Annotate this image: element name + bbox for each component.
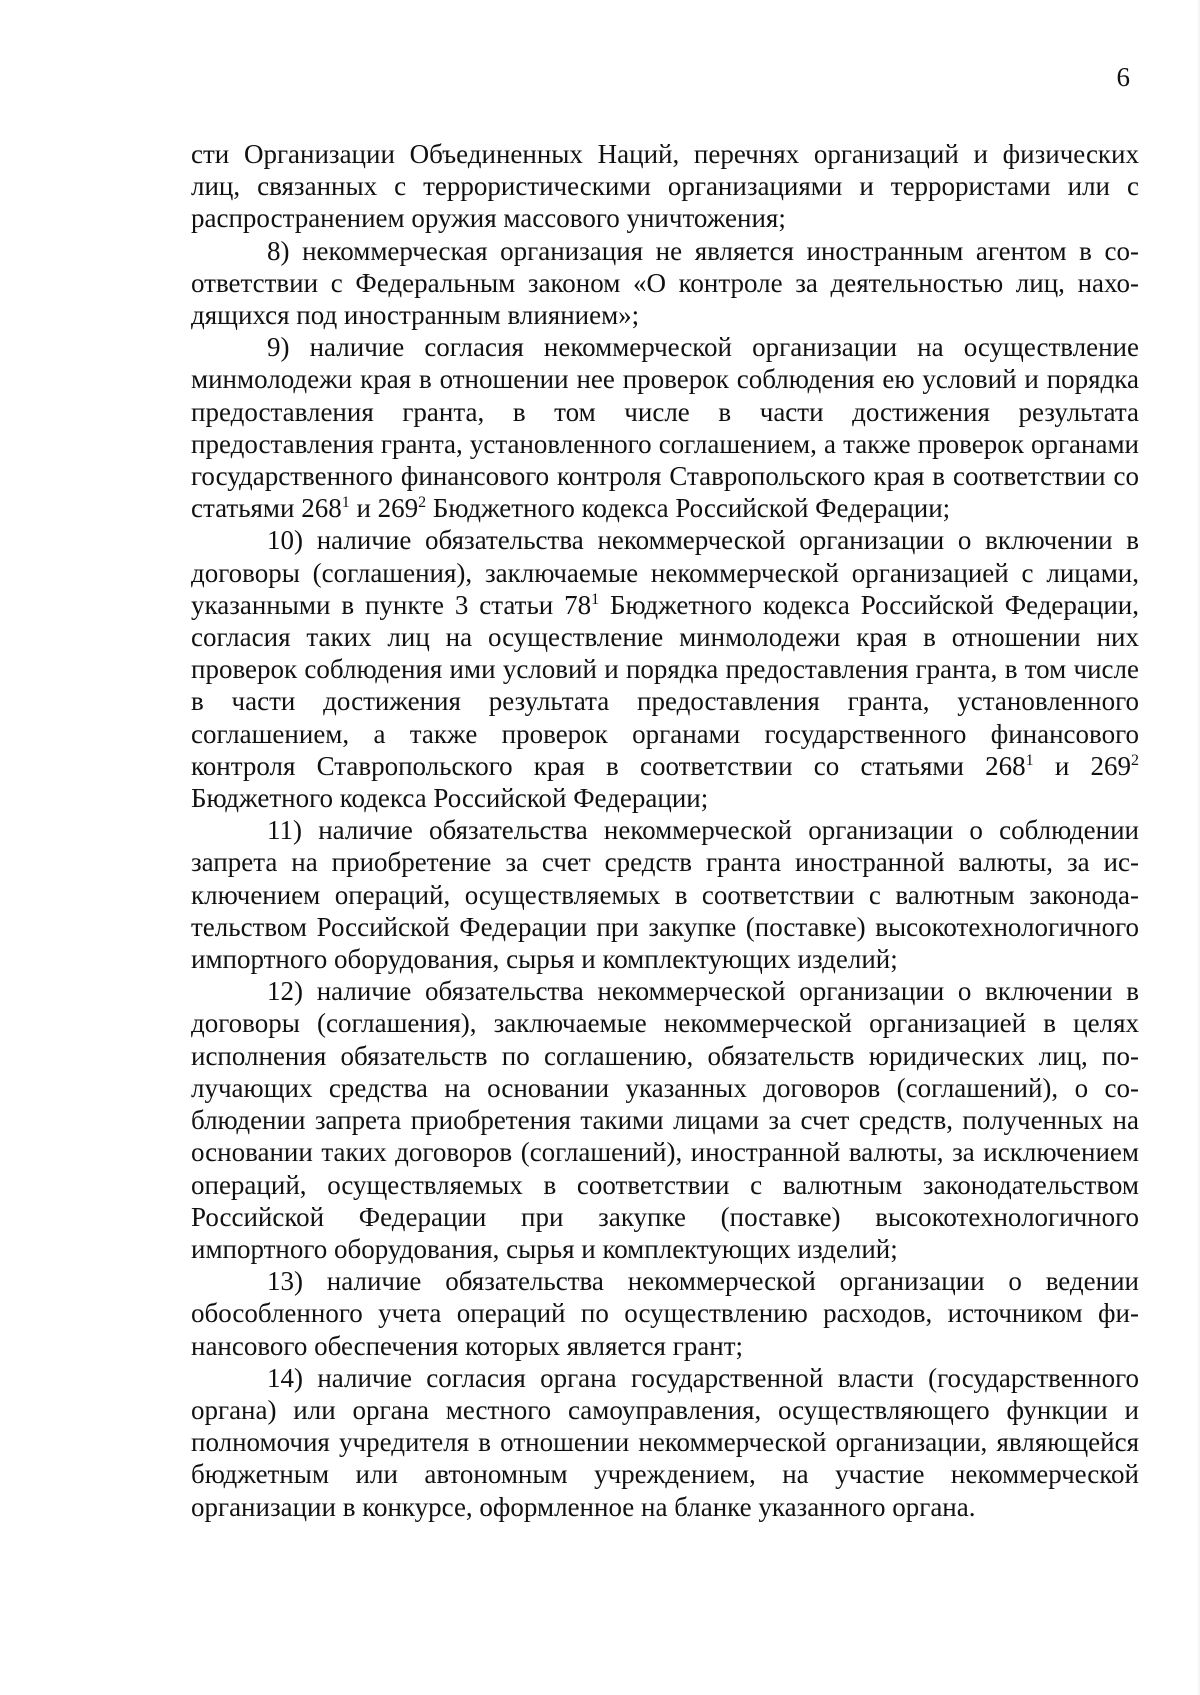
paragraph-item-11: 11) наличие обязательства некоммерческой организации о соблюдении запрета на приобретение за счет средств гранта иностранной валюты, за исключением операций, осуществляемых в соответствии с валютным законодательством Российской Федерации при закупке (поставке) высокотехнологичного импортного оборудования, сырья и комплектующих изделий;: [191, 815, 1139, 975]
paragraph-continuation: сти Организации Объединенных Наций, перечнях организаций и физических лиц, связанных с террористическими организациями и террористами или с распространением оружия массового уничтожения;: [191, 139, 1139, 234]
paragraph-item-9: [191, 331, 1139, 524]
paragraph-item-9-text: 9) наличие согласия некоммерческой организации на осуществление минмолодежи края в отношении нее проверок соблюдения ею условий и порядка предоставления гранта, в том числе в части достижения результата предоставления гранта, установленного соглашением, а также проверок органами государственного финансового контроля Ставропольского края в соответствии со статьями 268: [191, 332, 1139, 524]
page-number: 6: [1116, 62, 1130, 92]
paragraph-item-10-text: Бюджетного кодекса Российской Федерации;: [191, 783, 709, 814]
paragraph-item-9-text: Бюджетного кодекса Российской Федерации;: [426, 493, 951, 524]
paragraph-item-10-text: Бюджетного кодекса Российской Федерации, согласия таких лиц на осуществление минмолодежи края в отношении них проверок соблюдения ими условий и порядка предоставления гранта, в том числе в части достижения результата предоставления гранта, установленного соглашением, а также проверок органами государственного финансового контроля Ставропольского края в соответствии со статьями 268: [191, 589, 1139, 781]
paragraph-item-10: [191, 524, 1139, 814]
document-body: [191, 138, 1139, 1523]
paragraph-item-10-text: 10) наличие обязательства некоммерческой организации о включении в договоры (соглашения), заключаемые некоммерческой организацией с лицами, указанными в пункте 3 статьи 78: [191, 525, 1139, 620]
paragraph-item-13: 13) наличие обязательства некоммерческой организации о ведении обособленного учета операций по осуществлению расходов, источником финансового обеспечения которых является грант;: [191, 1266, 1139, 1361]
paragraph-item-8: 8) некоммерческая организация не является иностранным агентом в соответствии с Федеральным законом «О контроле за деятельностью лиц, находящихся под иностранным влиянием»;: [191, 235, 1139, 331]
superscript-2: 2: [1131, 751, 1139, 769]
superscript-1: 1: [1025, 751, 1034, 769]
paragraph-item-12: 12) наличие обязательства некоммерческой организации о включении в договоры (соглашения), заключаемые некоммерческой организацией в целях исполнения обязательств по соглашению, обязательств юридических лиц, получающих средства на основании указанных договоров (соглашений), о соблюдении запрета приобретения такими лицами за счет средств, полученных на основании таких договоров (соглашений), иностранной валюты, за исключением операций, осуществляемых в соответствии с валютным законодательством Российской Федерации при закупке (поставке) высокотехнологичного импортного оборудования, сырья и комплектующих изделий;: [191, 976, 1139, 1264]
superscript-1: 1: [341, 494, 350, 512]
paragraph-item-9-text: и 269: [349, 493, 419, 524]
superscript-2: 2: [418, 494, 427, 512]
paragraph-item-14: 14) наличие согласия органа государственной власти (государственного органа) или органа местного самоуправления, осуществляющего функции и полномочия учредителя в отношении некоммерческой организации, являющейся бюджетным или автономным учреждением, на участие некоммерческой организации в конкурсе, оформленное на бланке указанного органа.: [191, 1362, 1139, 1522]
superscript-1: 1: [591, 590, 600, 608]
paragraph-item-10-text: и 269: [1033, 750, 1131, 781]
